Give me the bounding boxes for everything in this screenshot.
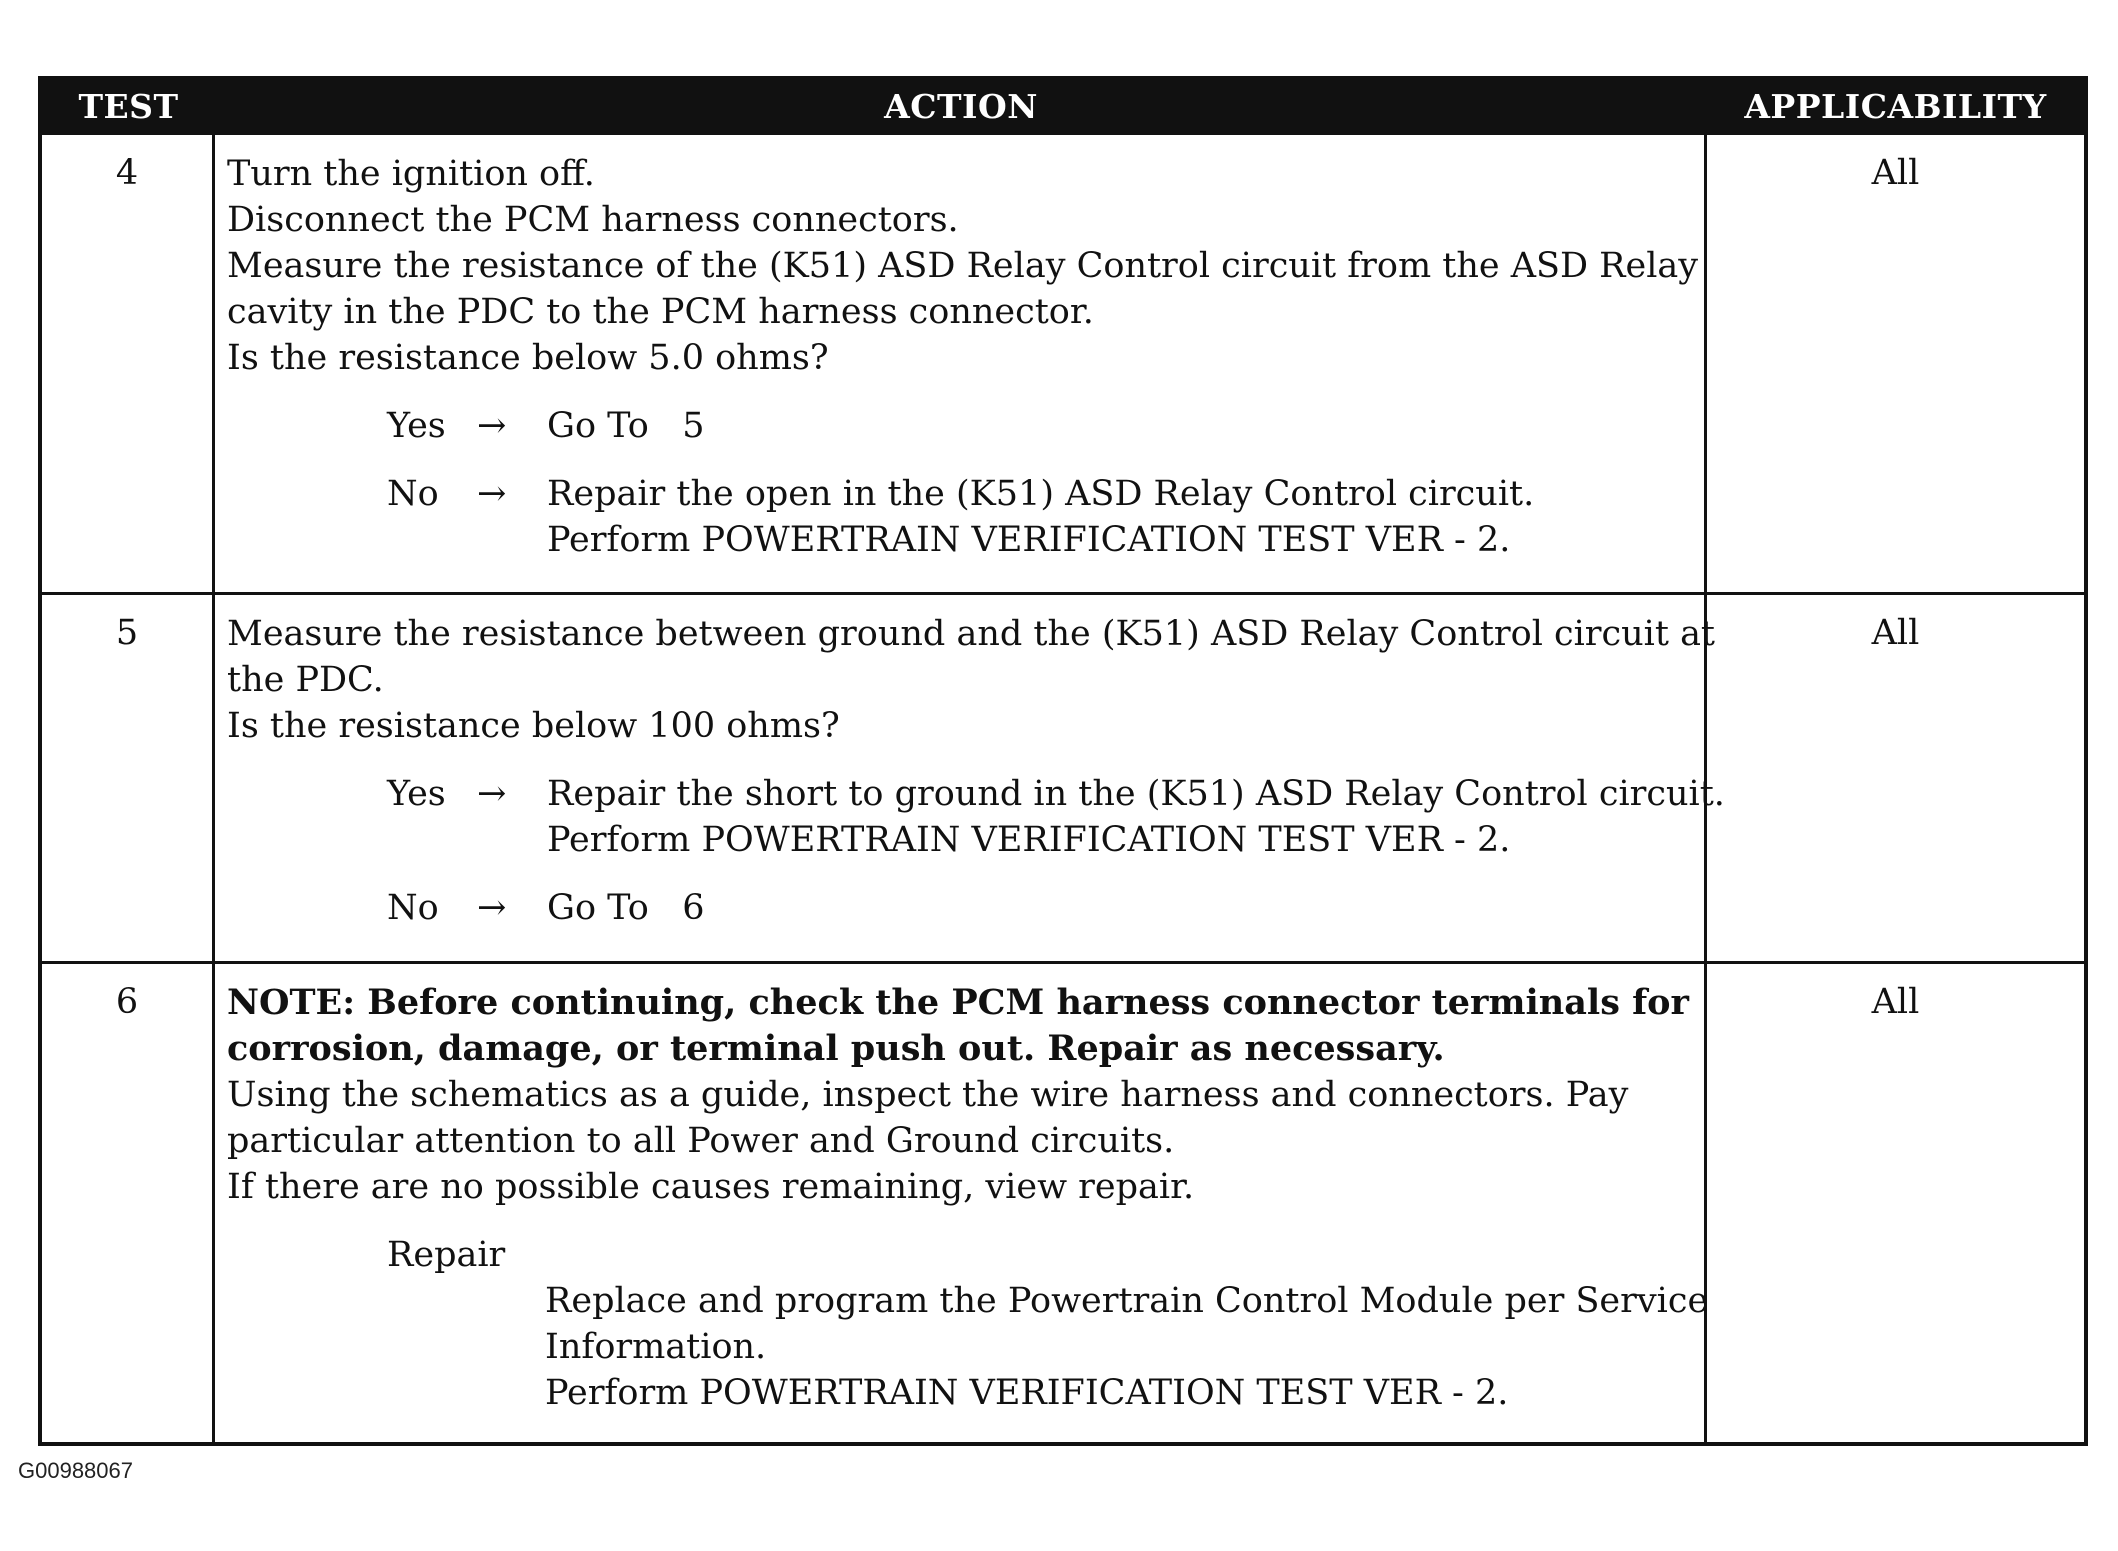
diagnostic-test-table: [38, 76, 2088, 1446]
result-line: Perform POWERTRAIN VERIFICATION TEST VER - 2.: [547, 520, 1511, 560]
arrow-icon: →: [477, 774, 507, 814]
figure-id: G00988067: [18, 1458, 133, 1483]
no-label: No: [387, 888, 439, 928]
action-line: Disconnect the PCM harness connectors.: [227, 200, 959, 240]
action-line: Measure the resistance between ground and the (K51) ASD Relay Control circuit at: [227, 614, 1715, 654]
action-line: particular attention to all Power and Ground circuits.: [227, 1121, 1175, 1161]
yes-branch: [387, 771, 1725, 863]
no-branch: [387, 471, 1694, 563]
repair-line: Replace and program the Powertrain Control Module per Service: [545, 1281, 1709, 1321]
result-line: Perform POWERTRAIN VERIFICATION TEST VER - 2.: [547, 820, 1511, 860]
no-result: [547, 885, 1694, 931]
test-number: 4: [42, 135, 215, 592]
yes-result: [547, 403, 1694, 449]
header-action: ACTION: [884, 86, 1038, 126]
test-number: 6: [42, 964, 215, 1442]
arrow-icon: →: [477, 406, 507, 446]
action-line: the PDC.: [227, 660, 384, 700]
note-line: NOTE: Before continuing, check the PCM harness connector terminals for: [227, 982, 1689, 1023]
header-test: TEST: [78, 86, 179, 126]
repair-line: Perform POWERTRAIN VERIFICATION TEST VER - 2.: [545, 1373, 1509, 1413]
yes-label: Yes: [387, 406, 446, 446]
test-number: 5: [42, 595, 215, 961]
no-result: [547, 471, 1694, 563]
result-line: Go To 6: [547, 888, 705, 928]
result-line: Go To 5: [547, 406, 705, 446]
no-label: No: [387, 474, 439, 514]
yes-branch: [387, 403, 1694, 449]
repair-body: [545, 1278, 1709, 1416]
applicability-value: All: [1871, 153, 1920, 193]
applicability-value: All: [1871, 982, 1920, 1022]
action-line: If there are no possible causes remaining, view repair.: [227, 1167, 1195, 1207]
note-line: corrosion, damage, or terminal push out. Repair as necessary.: [227, 1028, 1445, 1069]
action-line: Turn the ignition off.: [227, 154, 595, 194]
table-row-test-5: [42, 592, 2084, 961]
action-cell: [215, 964, 1707, 1442]
action-line: cavity in the PDC to the PCM harness connector.: [227, 292, 1094, 332]
action-cell: [215, 135, 1707, 592]
arrow-icon: →: [477, 888, 507, 928]
header-applicability: APPLICABILITY: [1744, 86, 2047, 126]
result-line: Repair the open in the (K51) ASD Relay Control circuit.: [547, 474, 1535, 514]
arrow-icon: →: [477, 474, 507, 514]
action-line: Using the schematics as a guide, inspect the wire harness and connectors. Pay: [227, 1075, 1629, 1115]
action-line: Measure the resistance of the (K51) ASD Relay Control circuit from the ASD Relay: [227, 246, 1699, 286]
repair-label: Repair: [387, 1235, 506, 1275]
action-cell: [215, 595, 1725, 961]
action-line: Is the resistance below 5.0 ohms?: [227, 338, 829, 378]
applicability-value: All: [1871, 613, 1920, 653]
table-header: [42, 80, 2084, 132]
no-branch: [387, 885, 1694, 931]
yes-label: Yes: [387, 774, 446, 814]
repair-line: Information.: [545, 1327, 767, 1367]
action-line: Is the resistance below 100 ohms?: [227, 706, 840, 746]
table-row-test-4: [42, 132, 2084, 592]
table-row-test-6: [42, 961, 2084, 1442]
yes-result: [547, 771, 1725, 863]
result-line: Repair the short to ground in the (K51) ASD Relay Control circuit.: [547, 774, 1725, 814]
